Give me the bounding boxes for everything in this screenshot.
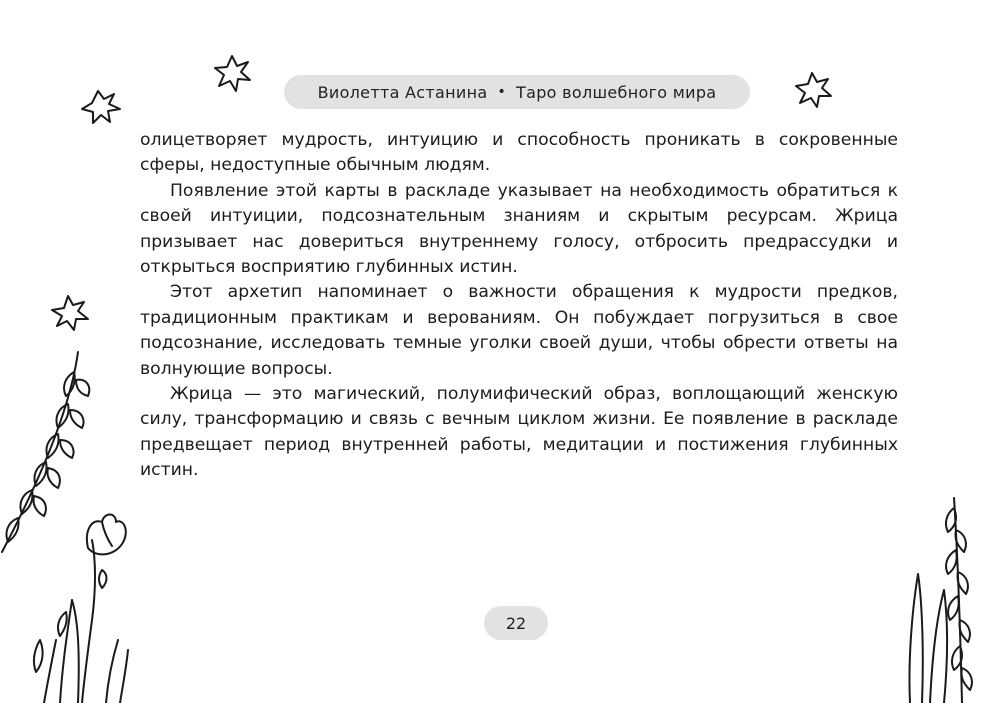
leaf-branch-doodle-left xyxy=(2,352,89,552)
page-number xyxy=(484,606,548,640)
header-author: Виолетта Астанина xyxy=(317,82,488,102)
paragraph: Этот архетип напоминает о важности обращения к мудрости предков, традиционным практикам и верованиям. Он побуждает погрузиться в свое подсознание, исследовать темные уголки своей души, чтобы обрести ответы на волнующие вопросы. xyxy=(140,282,898,379)
page-number-text: 22 xyxy=(505,613,527,633)
tulip-doodle xyxy=(82,515,128,703)
paragraph: Жрица — это магический, полумифический образ, воплощающий женскую силу, трансформацию и связь с вечным циклом жизни. Ее появление в раскладе предвещает период внутренней работы, медитации и постижения глубинных истин. xyxy=(140,384,898,481)
header-book-title: Таро волшебного мира xyxy=(516,82,717,102)
grass-doodle-left xyxy=(34,600,79,703)
star-doodle-top-left xyxy=(82,91,120,123)
paragraph: олицетворяет мудрость, интуицию и способность проникать в сокровенные сферы, недоступные обычным людям. xyxy=(140,130,898,176)
paragraph: Появление этой карты в раскладе указывает на необходимость обратиться к своей интуиции, подсознательным знаниям и скрытым ресурсам. Жрица призывает нас довериться внутреннему голосу, отбросить предрассудки и открыться восприятию глубинных истин. xyxy=(140,180,898,278)
star-doodle-top-right xyxy=(796,73,831,107)
star-doodle-top-center xyxy=(215,56,250,91)
star-doodle-left xyxy=(52,296,88,330)
header-separator: • xyxy=(497,84,507,100)
grass-doodle-right xyxy=(909,498,971,703)
body-text xyxy=(140,128,898,484)
running-header xyxy=(284,75,750,109)
